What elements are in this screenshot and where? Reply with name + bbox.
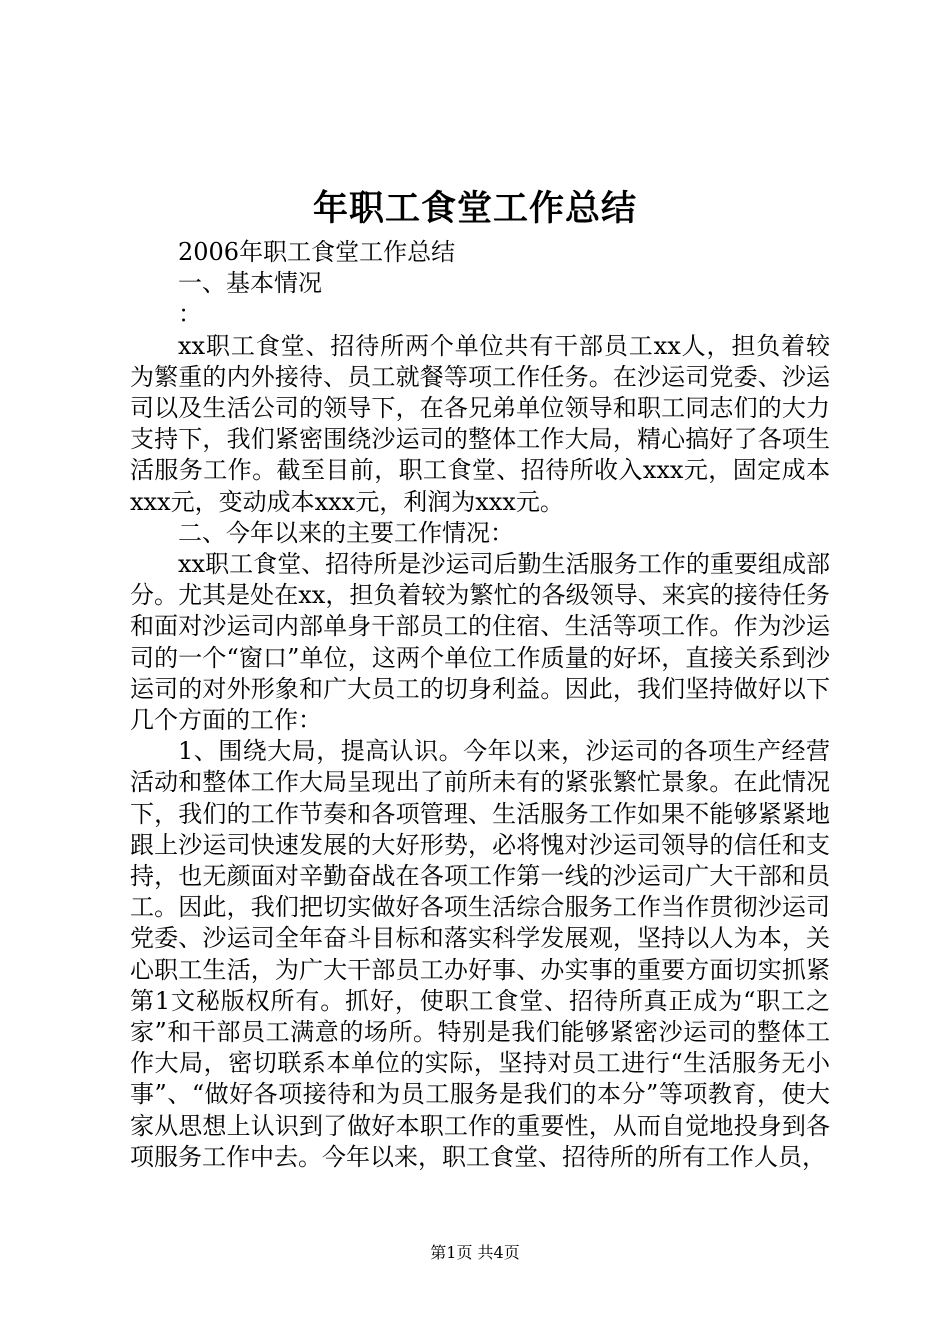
- paragraph-basic-situation: xx职工食堂、招待所两个单位共有干部员工xx人，担负着较为繁重的内外接待、员工就餐等项工作任务。在沙运司党委、沙运司以及生活公司的领导下，在各兄弟单位领导和职工同志们的大力支持下，我们紧密围绕沙运司的整体工作大局，精心搞好了各项生活服务工作。截至目前，职工食堂、招待所收入xxx元，固定成本xxx元，变动成本xxx元，利润为xxx元。: [130, 331, 830, 516]
- paragraph-section-heading-1: 一、基本情况: [178, 269, 322, 298]
- paragraph-main-work: xx职工食堂、招待所是沙运司后勤生活服务工作的重要组成部分。尤其是处在xx，担负着较为繁忙的各级领导、来宾的接待任务和面对沙运司内部单身干部员工的住宿、生活等项工作。作为沙运司的一个“窗口”单位，这两个单位工作质量的好坏，直接关系到沙运司的对外形象和广大员工的切身利益。因此，我们坚持做好以下几个方面的工作：: [130, 550, 830, 735]
- document-body: [130, 237, 830, 1173]
- paragraph-section-heading-2: 二、今年以来的主要工作情况：: [178, 518, 514, 547]
- paragraph-subtitle: 2006年职工食堂工作总结: [178, 238, 456, 266]
- document-title: 年职工食堂工作总结: [312, 188, 637, 229]
- paragraph-item-1: 1、围绕大局，提高认识。今年以来，沙运司的各项生产经营活动和整体工作大局呈现出了前所未有的紧张繁忙景象。在此情况下，我们的工作节奏和各项管理、生活服务工作如果不能够紧紧地跟上沙运司快速发展的大好形势，必将愧对沙运司领导的信任和支持，也无颜面对辛勤奋战在各项工作第一线的沙运司广大干部和员工。因此，我们把切实做好各项生活综合服务工作当作贯彻沙运司党委、沙运司全年奋斗目标和落实科学发展观，坚持以人为本，关心职工生活，为广大干部员工办好事、办实事的重要方面切实抓紧第1文秘版权所有。抓好，使职工食堂、招待所真正成为“职工之家”和干部员工满意的场所。特别是我们能够紧密沙运司的整体工作大局，密切联系本单位的实际，坚持对员工进行“生活服务无小事”、“做好各项接待和为员工服务是我们的本分”等项教育，使大家从思想上认识到了做好本职工作的重要性，从而自觉地投身到各项服务工作中去。今年以来，职工食堂、招待所的所有工作人员，: [130, 737, 830, 1171]
- page-footer: 第1页 共4页: [430, 1243, 520, 1262]
- paragraph-colon: ：: [178, 300, 202, 329]
